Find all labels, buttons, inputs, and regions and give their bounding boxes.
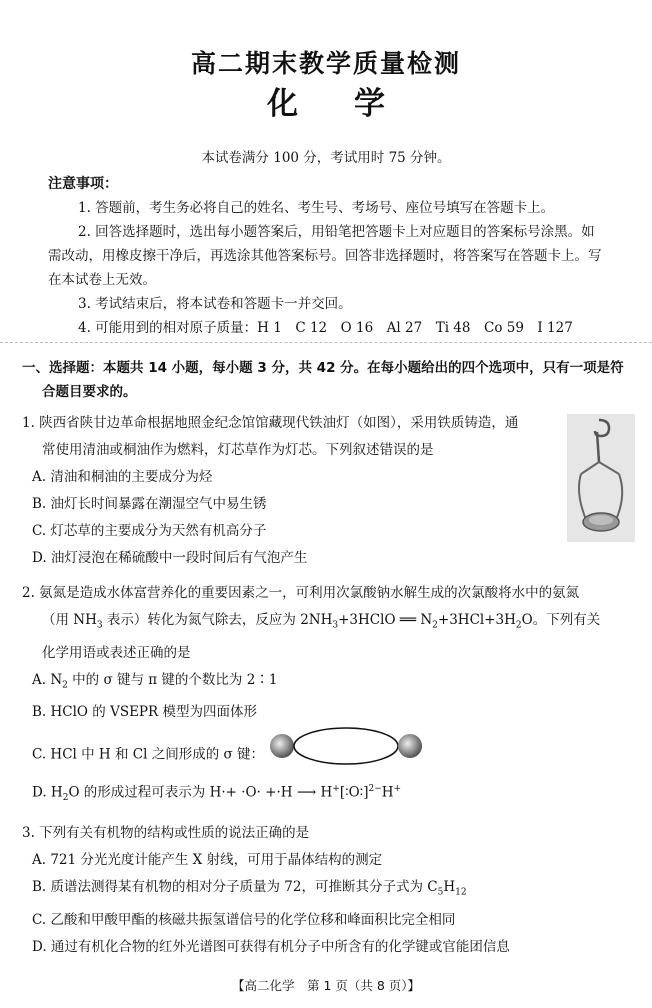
- question-2-stem-cont2: 化学用语或表述正确的是: [42, 644, 191, 661]
- subject-title: 化学: [267, 86, 441, 122]
- stem-text: O。下列有关: [521, 612, 601, 628]
- question-3-option-b: [22, 874, 638, 907]
- section-heading: [22, 356, 638, 404]
- question-2-option-c: [22, 726, 638, 770]
- exam-info: 本试卷满分 100 分，考试用时 75 分钟。: [201, 150, 451, 166]
- notice-item: 2. 回答选择题时，选出每小题答案后，用铅笔把答题卡上对应题目的答案标号涂黑。如需改动，用橡皮擦干净后，再选涂其他答案标号。回答非选择题时，将答案写在答题卡上。写在本试卷上无效。: [48, 224, 602, 288]
- question-2: [22, 580, 638, 813]
- option-text: B. 质谱法测得某有机物的相对分子质量为 72，可推断其分子式为 C: [32, 879, 438, 895]
- notice-item: 3. 考试结束后，将本试卷和答题卡一并交回。: [78, 296, 352, 312]
- subscript: 12: [455, 887, 467, 898]
- question-1-option-a: A. 清油和桐油的主要成分为烃: [32, 469, 213, 485]
- stem-text: 表示）转化为氮气除去，反应为 2NH: [102, 612, 333, 628]
- option-text: D. H: [32, 784, 63, 801]
- page-title: 高二期末教学质量检测: [190, 49, 461, 78]
- subscript: 2: [432, 620, 438, 631]
- question-2-stem: 2. 氨氮是造成水体富营养化的重要因素之一，可利用次氯酸钠水解生成的次氯酸将水中的氨氮: [22, 585, 580, 601]
- question-2-option-b: B. HClO 的 VSEPR 模型为四面体形: [32, 704, 257, 721]
- question-1-option-c: C. 灯芯草的主要成分为天然有机高分子: [32, 523, 267, 539]
- notice-heading: 注意事项：: [48, 176, 118, 192]
- option-text: [∶O∶]: [339, 784, 369, 801]
- question-1-stem-cont: 常使用清油或桐油作为燃料，灯芯草作为灯芯。下列叙述错误的是: [42, 442, 434, 458]
- question-2-option-d: [22, 776, 638, 812]
- oil-lamp-image: [567, 414, 635, 542]
- option-text: A. N: [32, 671, 63, 688]
- question-1-option-d: D. 油灯浸泡在稀硫酸中一段时间后有气泡产生: [32, 550, 308, 566]
- question-2-option-a: [22, 667, 638, 700]
- section-heading-line2: 合题目要求的。: [42, 384, 137, 400]
- question-1-stem: 1. 陕西省陕甘边革命根据地照金纪念馆馆藏现代铁油灯（如图），采用铁质铸造，通: [22, 415, 519, 431]
- question-3-option-a: A. 721 分光光度计能产生 X 射线，可用于晶体结构的测定: [32, 852, 383, 868]
- stem-text: +3HCl+3H: [437, 612, 516, 628]
- option-text: C. HCl 中 H 和 Cl 之间形成的 σ 键：: [32, 746, 265, 763]
- question-1: [22, 410, 582, 572]
- notice-list: [48, 196, 608, 340]
- stem-text: +3HClO ══ N: [338, 612, 433, 628]
- subscript: 2: [62, 793, 69, 804]
- subscript: 2: [515, 620, 522, 631]
- page-footer: 【高二化学 第 1 页（共 8 页）】: [231, 978, 421, 993]
- question-3-stem: 3. 下列有关有机物的结构或性质的说法正确的是: [22, 825, 310, 841]
- option-text: 中的 σ 键与 π 键的个数比为 2∶1: [67, 671, 278, 688]
- oil-lamp-photo: [567, 414, 635, 542]
- stem-text: （用 NH: [42, 612, 97, 628]
- notice-item: 1. 答题前，考生务必将自己的姓名、考生号、考场号、座位号填写在答题卡上。: [78, 200, 555, 216]
- superscript: +: [332, 784, 340, 795]
- question-1-option-b: B. 油灯长时间暴露在潮湿空气中易生锈: [32, 496, 267, 512]
- superscript: +: [393, 784, 402, 795]
- option-text: O 的形成过程可表示为 H·+ ·O· +·H ⟶ H: [68, 784, 333, 801]
- subscript: 3: [96, 620, 103, 631]
- divider: [0, 342, 652, 343]
- section-heading-line1: 一、选择题：本题共 14 小题，每小题 3 分，共 42 分。在每小题给出的四个选项中，只有一项是符: [22, 360, 624, 376]
- subscript: 3: [332, 620, 339, 631]
- question-3-option-d: D. 通过有机化合物的红外光谱图可获得有机分子中所含有的化学键或官能团信息: [32, 938, 510, 955]
- question-3-option-c: C. 乙酸和甲酸甲酯的核磁共振氢谱信号的化学位移和峰面积比完全相同: [32, 911, 456, 928]
- notice-item: 4. 可能用到的相对原子质量：H 1 C 12 O 16 Al 27 Ti 48 Co 59 I 127: [78, 320, 573, 336]
- superscript: 2−: [368, 784, 382, 795]
- question-2-stem-cont: [22, 607, 638, 640]
- subscript: 2: [62, 680, 68, 691]
- subscript: 5: [437, 887, 444, 898]
- option-text: H: [443, 879, 456, 895]
- option-text: H: [381, 784, 394, 801]
- question-3: [22, 820, 638, 961]
